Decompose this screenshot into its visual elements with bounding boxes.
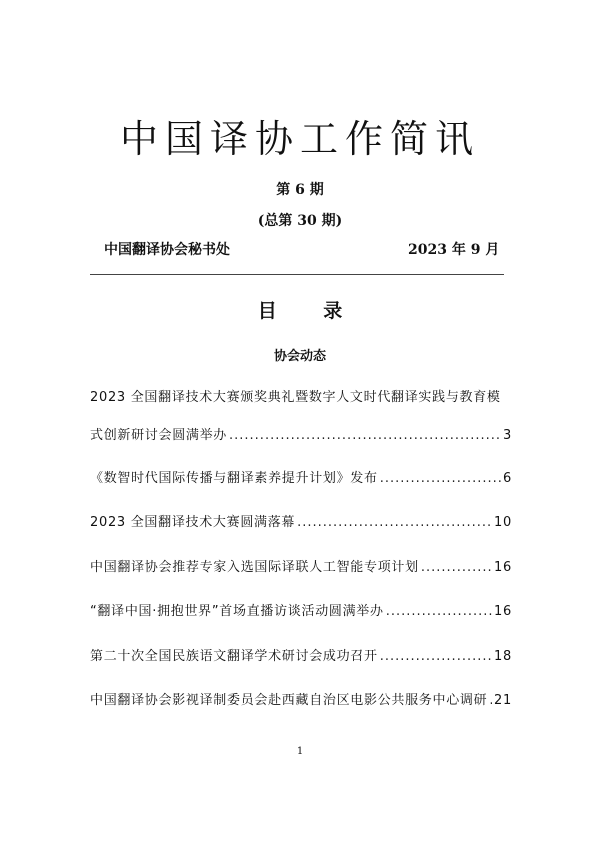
page-number: 1 (296, 746, 304, 757)
toc-leader-dots (229, 426, 501, 446)
newsletter-title: 中国译协工作简讯 (119, 117, 480, 161)
toc-section-heading: 协会动态 (273, 349, 326, 364)
toc-entry-4[interactable] (90, 558, 512, 578)
toc-entry-2[interactable] (90, 469, 512, 489)
toc-entry-5[interactable] (90, 602, 512, 622)
toc-entry-7[interactable] (90, 691, 512, 711)
toc-leader-dots (297, 513, 492, 533)
toc-entry-title: 中国翻译协会推荐专家入选国际译联人工智能专项计划 (90, 560, 419, 575)
toc-leader-dots (380, 647, 492, 667)
toc-entry-title: 式创新研讨会圆满举办 (90, 428, 228, 443)
toc-heading: 目 录 (257, 300, 363, 322)
publication-date: 2023 年 9 月 (408, 242, 500, 258)
publisher: 中国翻译协会秘书处 (104, 242, 230, 258)
toc-leader-dots (380, 469, 501, 489)
toc-entry-title: “翻译中国·拥抱世界”首场直播访谈活动圆满举办 (90, 604, 384, 619)
toc-entry-title: 第二十次全国民族语文翻译学术研讨会成功召开 (90, 649, 378, 664)
toc-entry-page: 18 (494, 649, 512, 664)
header-divider (90, 274, 504, 275)
toc-entry-page: 10 (494, 515, 512, 530)
toc-entry-3[interactable] (90, 513, 512, 533)
toc-leader-dots (489, 691, 492, 711)
toc-entry-page: 6 (503, 471, 512, 486)
toc-entry-title: 中国翻译协会影视译制委员会赴西藏自治区电影公共服务中心调研 (90, 693, 488, 708)
toc-entry-6[interactable] (90, 647, 512, 667)
toc-leader-dots (421, 558, 492, 578)
toc-entry-page: 21 (494, 693, 512, 708)
toc-entry-page: 16 (494, 560, 512, 575)
toc-entry-title: 2023 全国翻译技术大赛圆满落幕 (90, 515, 296, 530)
issue-number: 第 6 期 (276, 182, 324, 198)
toc-entry-1-line2[interactable] (90, 426, 512, 446)
toc-leader-dots (386, 602, 492, 622)
toc-entry-title: 《数智时代国际传播与翻译素养提升计划》发布 (90, 471, 378, 486)
total-issue-number: (总第 30 期) (257, 213, 343, 229)
toc-entry-page: 3 (503, 428, 512, 443)
toc-entry-page: 16 (494, 604, 512, 619)
toc-entry-1-line1[interactable] (90, 388, 512, 408)
toc-entry-title: 2023 全国翻译技术大赛颁奖典礼暨数字人文时代翻译实践与教育模 (90, 390, 501, 405)
